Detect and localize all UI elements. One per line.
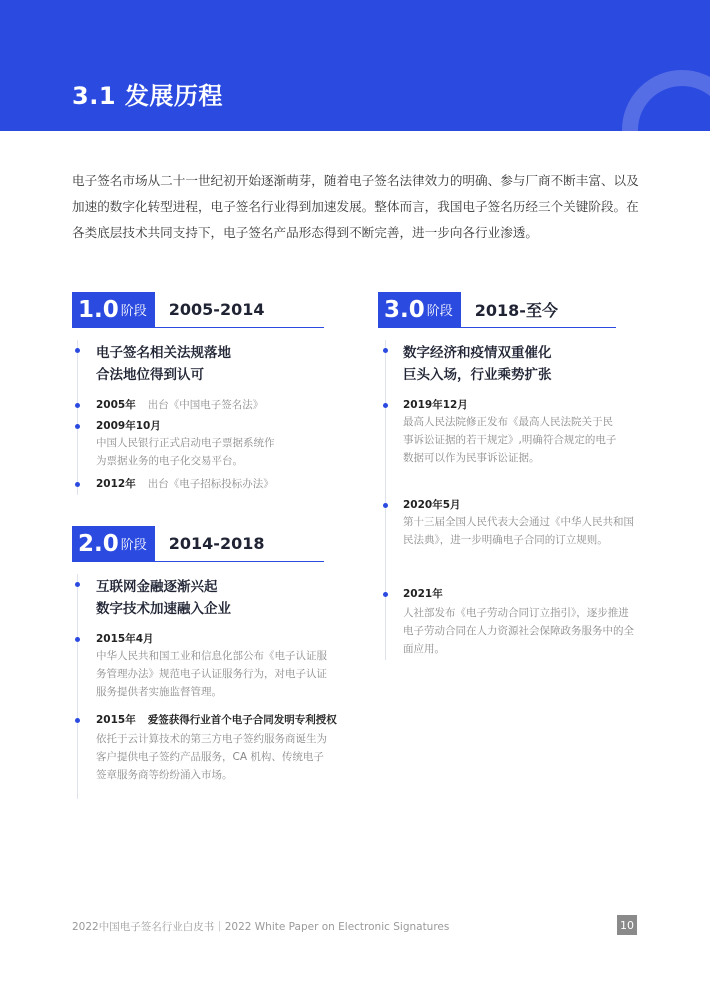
stage-1-event-3 bbox=[96, 476, 274, 491]
stage-2-event-2-desc: 依托于云计算技术的第三方电子签约服务商诞生为客户提供电子签约产品服务，CA 机构、传统电子签章服务商等纷纷涌入市场。 bbox=[96, 733, 327, 781]
stage-2-title-line-1: 互联网金融逐渐兴起 bbox=[96, 579, 218, 595]
stage-3-suffix: 阶段 bbox=[426, 304, 453, 319]
stage-1-event-1 bbox=[96, 397, 263, 412]
event-inline-text: 出台《电子招标投标办法》 bbox=[147, 478, 274, 490]
timeline-dot bbox=[75, 582, 80, 587]
decorative-ring bbox=[622, 70, 710, 131]
stage-1-title-line-2: 合法地位得到认可 bbox=[96, 367, 204, 383]
stage-2-suffix: 阶段 bbox=[120, 538, 147, 553]
stage-3-event-3-year: 2021年 bbox=[403, 588, 443, 600]
stage-1-suffix: 阶段 bbox=[120, 304, 147, 319]
stage-2-event-1-year: 2015年4月 bbox=[96, 633, 154, 645]
timeline-dot bbox=[75, 348, 80, 353]
stage-3-title-line-2: 巨头入场，行业乘势扩张 bbox=[403, 367, 552, 383]
timeline-dot bbox=[75, 424, 80, 429]
stage-3-header bbox=[378, 292, 616, 328]
event-year: 2012年 bbox=[96, 478, 136, 490]
stage-1-event-2-year: 2009年10月 bbox=[96, 420, 161, 432]
stage-2-range: 2014-2018 bbox=[168, 534, 265, 553]
stage-3-badge bbox=[378, 292, 461, 327]
section-title: 3.1 发展历程 bbox=[72, 82, 223, 110]
stage-3-number: 3.0 bbox=[384, 296, 425, 323]
timeline-dot bbox=[383, 403, 388, 408]
stage-3-range: 2018-至今 bbox=[474, 301, 558, 320]
timeline-dot bbox=[75, 637, 80, 642]
stage-2-number: 2.0 bbox=[78, 530, 119, 557]
stage-2-event-1-desc: 中华人民共和国工业和信息化部公布《电子认证服务管理办法》规范电子认证服务行为，对电子认证服务提供者实施监督管理。 bbox=[96, 650, 327, 698]
stage-3-timeline bbox=[385, 340, 386, 660]
stage-3-event-3-desc: 人社部发布《电子劳动合同订立指引》，逐步推进电子劳动合同在人力资源社会保障政务服务中的全面应用。 bbox=[403, 607, 634, 655]
timeline-dot bbox=[75, 718, 80, 723]
event-highlight-text: 爱签获得行业首个电子合同发明专利授权 bbox=[147, 714, 337, 726]
page-number: 10 bbox=[617, 915, 637, 935]
footer-text: 2022中国电子签名行业白皮书｜2022 White Paper on Electronic Signatures bbox=[72, 921, 450, 933]
stage-1-header bbox=[72, 292, 324, 328]
timeline-dot bbox=[75, 482, 80, 487]
event-year: 2005年 bbox=[96, 399, 136, 411]
stage-1-event-2-desc: 中国人民银行正式启动电子票据系统作为票据业务的电子化交易平台。 bbox=[96, 437, 275, 467]
stage-3-event-2-year: 2020年5月 bbox=[403, 499, 461, 511]
stage-2-timeline bbox=[77, 574, 78, 799]
timeline-dot bbox=[383, 348, 388, 353]
timeline-dot bbox=[75, 403, 80, 408]
stage-2-header bbox=[72, 526, 324, 562]
stage-1-timeline bbox=[77, 340, 78, 495]
section-header bbox=[0, 0, 710, 131]
stage-1-badge bbox=[72, 292, 155, 327]
stage-3-event-2-desc: 第十三届全国人民代表大会通过《中华人民共和国民法典》，进一步明确电子合同的订立规则。 bbox=[403, 516, 634, 546]
stage-2-title-line-2: 数字技术加速融入企业 bbox=[96, 601, 231, 617]
event-year: 2015年 bbox=[96, 714, 136, 726]
stage-3-title-line-1: 数字经济和疫情双重催化 bbox=[403, 345, 552, 361]
stage-1-number: 1.0 bbox=[78, 296, 119, 323]
timeline-dot bbox=[383, 503, 388, 508]
stage-1-title-line-1: 电子签名相关法规落地 bbox=[96, 345, 231, 361]
intro-paragraph: 电子签名市场从二十一世纪初开始逐渐萌芽，随着电子签名法律效力的明确、参与厂商不断丰富、以及加速的数字化转型进程，电子签名行业得到加速发展。整体而言，我国电子签名历经三个关键阶段。在各类底层技术共同支持下，电子签名产品形态得到不断完善，进一步向各行业渗透。 bbox=[72, 173, 639, 240]
stage-3-event-1-year: 2019年12月 bbox=[403, 399, 468, 411]
stage-2-badge bbox=[72, 526, 155, 561]
stage-1-range: 2005-2014 bbox=[168, 300, 265, 319]
stage-3-event-1-desc: 最高人民法院修正发布《最高人民法院关于民事诉讼证据的若干规定》,明确符合规定的电子数据可以作为民事诉讼证据。 bbox=[403, 416, 617, 464]
stage-2-event-2 bbox=[96, 712, 337, 727]
timeline-dot bbox=[383, 592, 388, 597]
event-inline-text: 出台《中国电子签名法》 bbox=[147, 399, 264, 411]
